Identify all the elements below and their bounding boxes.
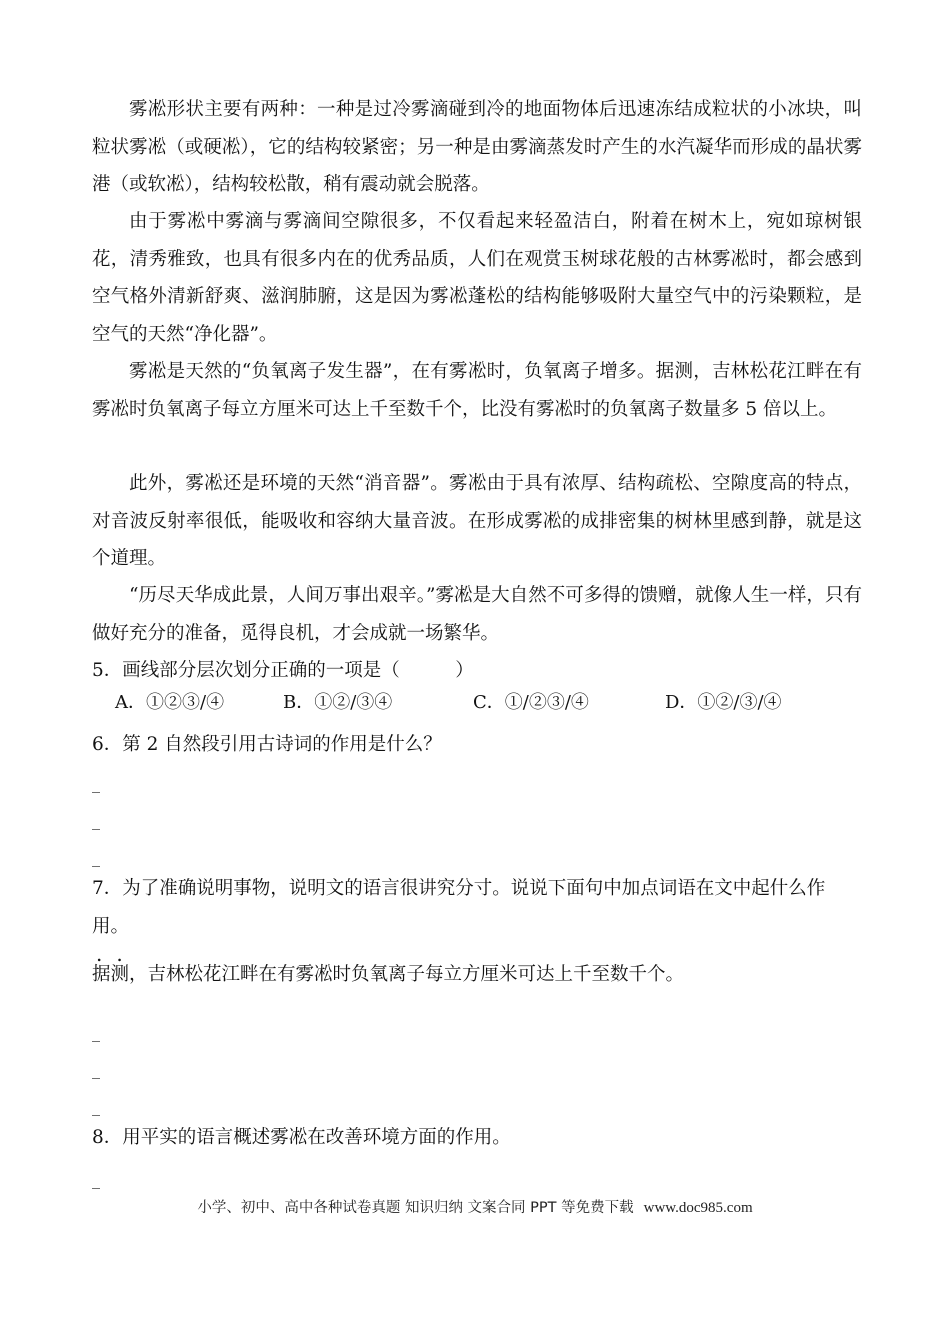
question-8-stem: 8．用平实的语言概述雾凇在改善环境方面的作用。 [92, 1127, 511, 1148]
question-7-sentence: 据测，吉林松花江畔在有雾凇时负氧离子每立方厘米可达上千至数千个。 [92, 964, 685, 985]
question-6-stem: 6．第 2 自然段引用古诗词的作用是什么？ [92, 734, 442, 755]
paragraph-2: 由于雾凇中雾滴与雾滴间空隙很多，不仅看起来轻盈洁白，附着在树木上，宛如琼树银花，清秀雅致，也具有很多内在的优秀品质，人们在观赏玉树球花般的古林雾凇时，都会感到空气格外清新舒爽、滋润肺腑，这是因为雾凇蓬松的结构能够吸附大量空气中的污染颗粒，是空气的天然“净化器”。 [92, 211, 862, 345]
paragraph-4: 此外，雾凇还是环境的天然“消音器”。雾凇由于具有浓厚、结构疏松、空隙度高的特点，对音波反射率很低，能吸收和容纳大量音波。在形成雾凇的成排密集的树林里感到静，就是这个道理。 [92, 473, 862, 569]
emphasis-dots: .. [96, 942, 137, 966]
page-footer [0, 1196, 950, 1217]
option-c[interactable]: C．①/②③/④ [473, 692, 589, 713]
question-5-options [115, 688, 875, 718]
answer-line[interactable]: _ [92, 774, 100, 793]
answer-line[interactable]: _ [92, 811, 100, 830]
footer-text: 小学、初中、高中各种试卷真题 知识归纳 文案合同 PPT 等免费下载 [197, 1200, 634, 1216]
answer-line[interactable]: _ [92, 1060, 100, 1079]
answer-line[interactable]: _ [92, 1170, 100, 1189]
answer-line[interactable]: _ [92, 1023, 100, 1042]
paragraph-1: 雾凇形状主要有两种：一种是过冷雾滴碰到冷的地面物体后迅速冻结成粒状的小冰块，叫粒状雾凇（或硬凇），它的结构较紧密；另一种是由雾滴蒸发时产生的水汽凝华而形成的晶状雾港（或软凇），结构较松散，稍有震动就会脱落。 [92, 99, 862, 195]
answer-line[interactable]: _ [92, 1097, 100, 1116]
question-7-stem: 7．为了准确说明事物，说明文的语言很讲究分寸。说说下面句中加点词语在文中起什么作用。 [92, 878, 826, 937]
option-a[interactable]: A．①②③/④ [115, 692, 225, 713]
footer-site-link[interactable]: www.doc985.com [643, 1200, 753, 1216]
option-d[interactable]: D．①②/③/④ [665, 692, 782, 713]
answer-line[interactable]: _ [92, 848, 100, 867]
option-b[interactable]: B．①②/③④ [283, 692, 393, 713]
paragraph-3: 雾凇是天然的“负氧离子发生器”，在有雾凇时，负氧离子增多。据测，吉林松花江畔在有雾凇时负氧离子每立方厘米可达上千至数千个，比没有雾凇时的负氧离子数量多 5 倍以上。 [92, 361, 862, 420]
question-5-stem: 5．画线部分层次划分正确的一项是（ ） [92, 660, 474, 681]
paragraph-5: “历尽天华成此景，人间万事出艰辛。”雾凇是大自然不可多得的馈赠，就像人生一样，只有做好充分的准备，觅得良机，才会成就一场繁华。 [92, 585, 862, 644]
